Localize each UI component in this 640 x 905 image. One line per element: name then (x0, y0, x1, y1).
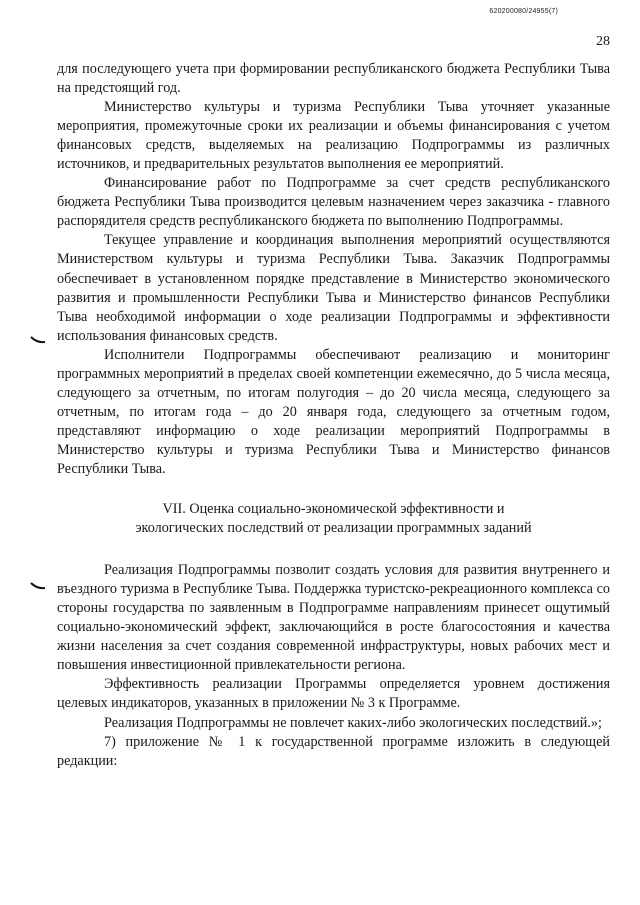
paragraph: Министерство культуры и туризма Республики Тыва уточняет указанные мероприятия, промежуточные сроки их реализации и объемы финансирования с учетом финансовых средств, выделяемых на реализацию Подпрограммы из различных источников, и предварительных результатов выполнения ее мероприятий. (57, 99, 610, 173)
section-heading-line: VII. Оценка социально-экономической эффективности и (162, 501, 505, 518)
paragraph: Финансирование работ по Подпрограмме за счет средств республиканского бюджета Республики Тыва производится целевым назначением через заказчика - главного распорядителя средств республиканского бюджета по выполнению Подпрограммы. (57, 175, 610, 230)
document-body (57, 60, 610, 771)
section-heading (57, 500, 610, 538)
paragraph: Текущее управление и координация выполнения мероприятий осуществляются Министерством культуры и туризма Республики Тыва. Заказчик Подпрограммы обеспечивает в установленном порядке представление в Министерство экономического развития и промышленности Республики Тыва и Министерство финансов Республики Тыва необходимой информации о ходе реализации Подпрограммы и эффективности использования финансовых средств. (57, 232, 610, 344)
paragraph: Реализация Подпрограммы не повлечет каких-либо экологических последствий.»; (104, 714, 602, 731)
margin-mark (30, 336, 46, 344)
section-heading-line: экологических последствий от реализации программных заданий (135, 520, 532, 537)
paragraph: 7) приложение № 1 к государственной программе изложить в следующей редакции: (57, 733, 610, 769)
page-number: 28 (596, 34, 610, 49)
paragraph: Эффективность реализации Программы определяется уровнем достижения целевых индикаторов, указанных в приложении № 3 к Программе. (57, 676, 610, 712)
paragraph: для последующего учета при формировании республиканского бюджета Республики Тыва на предстоящий год. (57, 61, 610, 97)
document-code: 620200080/24955(7) (489, 8, 558, 15)
margin-mark (30, 582, 46, 590)
paragraph: Исполнители Подпрограммы обеспечивают реализацию и мониторинг программных мероприятий в пределах своей компетенции ежемесячно, до 5 числа месяца, следующего за отчетным, по итогам полугодия – до 20 числа месяца, следующего за отчетным, по итогам года – до 20 января года, следующего за отчетным годом, представляют информацию о ходе реализации мероприятий Подпрограммы в Министерство культуры и туризма Республики Тыва и Министерство финансов Республики Тыва. (57, 346, 610, 477)
paragraph: Реализация Подпрограммы позволит создать условия для развития внутреннего и въездного туризма в Республике Тыва. Поддержка туристско-рекреационного комплекса со стороны государства по заявленным в Подпрограмме направлениям принесет ощутимый социально-экономический эффект, заключающийся в росте благосостояния и качества жизни населения за счет создания современной инфраструктуры, новых рабочих мест и повышения инвестиционной привлекательности региона. (57, 562, 610, 674)
